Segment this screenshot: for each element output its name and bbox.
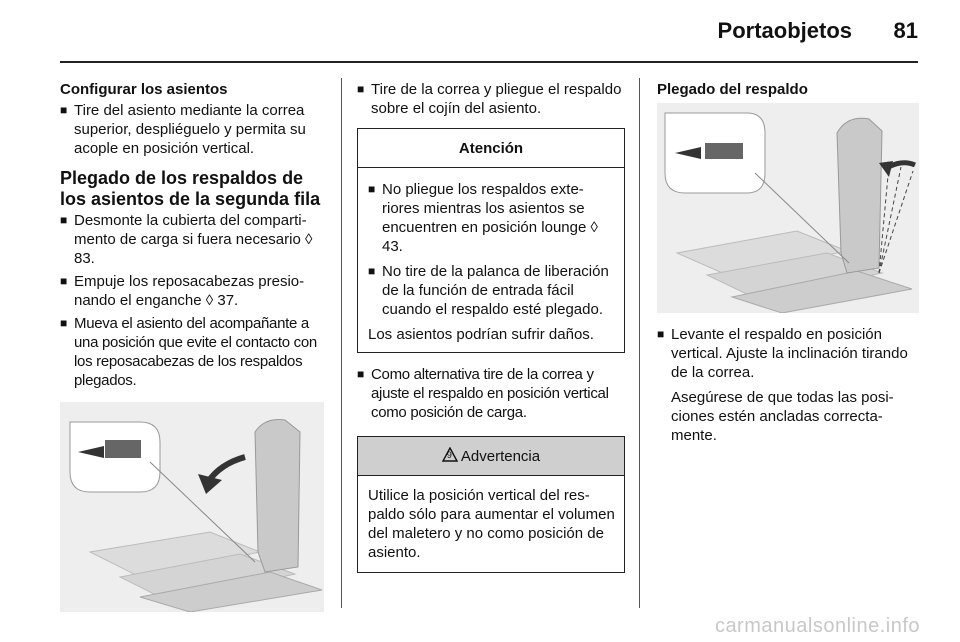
paragraph-ensure-anchored: Asegúrese de que todas las posiciones estén ancladas correctamente. xyxy=(671,389,894,444)
page-title: Portaobjetos xyxy=(717,18,852,43)
warning-body xyxy=(358,476,624,572)
warning-box xyxy=(357,436,625,573)
attention-body xyxy=(358,168,624,352)
bullet-raise-backrest: ■ Levante el respaldo en posición vertical. Ajuste la inclinación tirando de la correa. xyxy=(657,325,921,382)
warning-icon-symbol: 9 xyxy=(446,450,452,460)
bullet-push-headrests: ■ Empuje los reposacabezas presionando el enganche ◊ 37. xyxy=(60,272,326,310)
attention-box xyxy=(357,128,625,353)
backrest-raise-illustration xyxy=(657,103,919,313)
attention-bullet-easy-entry: ■ No tire de la palanca de liberación de la función de entrada fácil cuando el respaldo esté plegado. xyxy=(368,262,616,319)
backrest-raise-illustration-drawing xyxy=(657,103,919,313)
watermark: carmanualsonline.info xyxy=(714,615,920,637)
page-number: 81 xyxy=(893,18,918,43)
attention-title: Atención xyxy=(358,129,624,168)
column-divider-1 xyxy=(341,78,342,608)
seat-fold-illustration xyxy=(60,402,324,612)
attention-bullet-outer-backrests: ■ No pliegue los respaldos exteriores mientras los asientos se encuentren en posición lounge ◊ 43. xyxy=(368,180,616,256)
bullet-pull-strap-fold: ■ Tire de la correa y pliegue el respaldo sobre el cojín del asiento. xyxy=(357,80,625,118)
bullet-move-passenger-seat: ■ Mueva el asiento del acompañante a una posición que evite el contacto con los reposacabezas de los respaldos plegados. xyxy=(60,314,326,390)
seat-fold-illustration-drawing xyxy=(60,402,324,612)
warning-title: Advertencia xyxy=(460,448,541,465)
subheading-fold-backrest: Plegado del respaldo xyxy=(657,81,808,98)
heading-fold-second-row: Plegado de los respaldos de los asientos de la segunda fila xyxy=(60,168,321,209)
subheading-configure-seats: Configurar los asientos xyxy=(60,81,228,98)
header-rule xyxy=(60,61,918,63)
warning-triangle-icon xyxy=(442,447,458,462)
bullet-remove-cover: ■ Desmonte la cubierta del compartimento de carga si fuera necesario ◊ 83. xyxy=(60,211,326,268)
column-2 xyxy=(357,80,625,573)
warning-text: Utilice la posición vertical del respaldo sólo para aumentar el volumen del maletero y no como posición de asiento. xyxy=(368,487,615,561)
column-divider-2 xyxy=(639,78,640,608)
column-3 xyxy=(657,80,921,445)
bullet-pull-seat: ■ Tire del asiento mediante la correa superior, despliéguelo y permita su acople en posición vertical. xyxy=(60,101,326,158)
column-1 xyxy=(60,80,326,612)
warning-header xyxy=(358,437,624,476)
bullet-alternative-strap: ■ Como alternativa tire de la correa y ajuste el respaldo en posición vertical como posición de carga. xyxy=(357,365,625,422)
attention-text: Los asientos podrían sufrir daños. xyxy=(368,326,594,343)
